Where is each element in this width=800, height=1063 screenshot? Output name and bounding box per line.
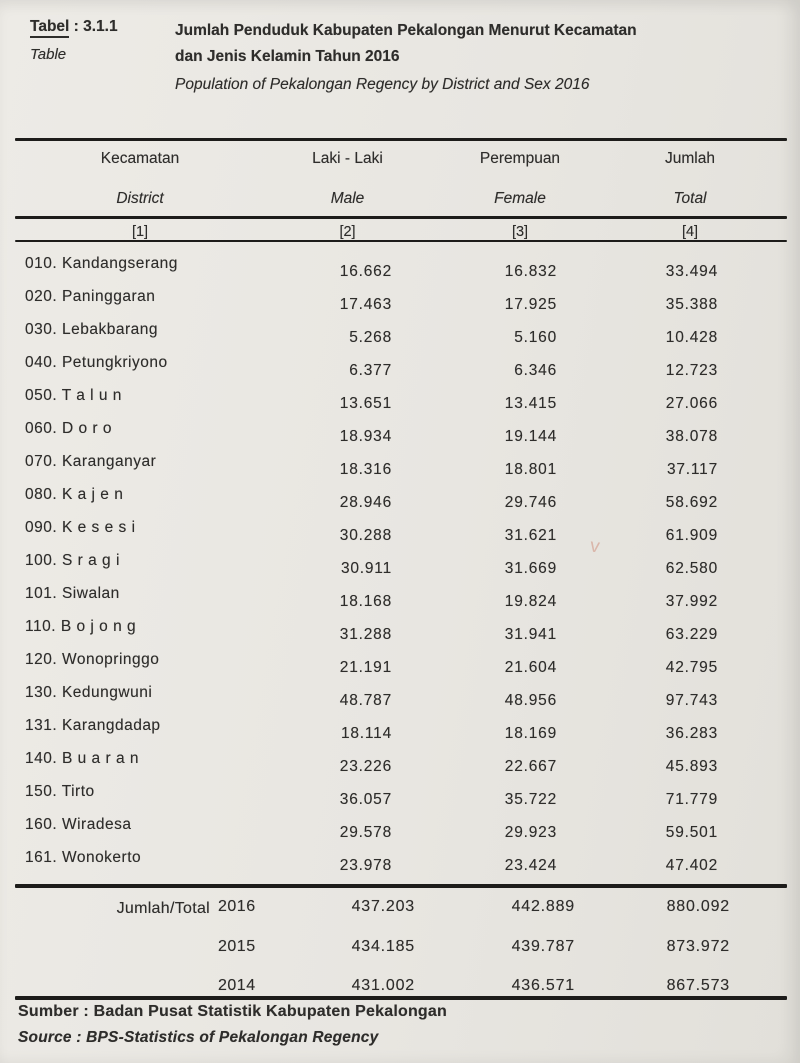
table-word-english: Table xyxy=(30,46,67,63)
female-value: 19.824 xyxy=(504,593,557,610)
total-value: 62.580 xyxy=(665,560,718,577)
total-value: 33.494 xyxy=(665,263,718,280)
total-value: 37.117 xyxy=(666,461,718,478)
female-value: 31.669 xyxy=(504,560,557,577)
column-index: [2] xyxy=(339,224,356,240)
source-line-english: Source : BPS-Statistics of Pekalongan Regency xyxy=(18,1029,379,1046)
column-header-english: District xyxy=(116,190,164,207)
district-name: 140. B u a r a n xyxy=(25,750,139,767)
male-value: 30.911 xyxy=(340,560,392,577)
totals-year-row xyxy=(15,977,787,999)
totals-year-row xyxy=(15,898,787,920)
column-header-english: Female xyxy=(494,190,546,207)
district-name: 020. Paninggaran xyxy=(25,288,156,305)
table-row xyxy=(15,782,787,815)
total-value: 38.078 xyxy=(665,428,718,445)
table-row xyxy=(15,716,787,749)
district-name: 060. D o r o xyxy=(25,420,112,437)
totals-male-value: 434.185 xyxy=(351,937,415,955)
male-value: 13.651 xyxy=(339,395,392,412)
year-label: 2015 xyxy=(218,937,256,955)
male-value: 17.463 xyxy=(339,296,392,313)
tabel-number: : 3.1.1 xyxy=(69,18,118,35)
page-title xyxy=(175,18,775,98)
column-header-indonesian: Perempuan xyxy=(479,150,561,167)
table-header xyxy=(0,148,800,243)
totals-total-value: 867.573 xyxy=(666,977,730,994)
male-value: 21.191 xyxy=(339,659,392,676)
district-name: 010. Kandangserang xyxy=(25,255,178,272)
female-value: 21.604 xyxy=(504,659,557,676)
year-label: 2014 xyxy=(218,977,256,994)
table-row xyxy=(15,815,787,848)
female-value: 31.941 xyxy=(504,626,557,643)
table-row xyxy=(15,320,787,353)
district-name: 050. T a l u n xyxy=(25,387,122,404)
male-value: 23.978 xyxy=(339,857,392,874)
total-value: 71.779 xyxy=(665,791,718,808)
female-value: 18.801 xyxy=(504,461,557,478)
totals-total-value: 873.972 xyxy=(666,937,730,955)
totals-label: Jumlah/Total xyxy=(116,900,210,917)
total-value: 45.893 xyxy=(665,758,718,775)
table-row xyxy=(15,617,787,650)
male-value: 6.377 xyxy=(349,362,392,379)
table-row xyxy=(15,452,787,485)
total-value: 36.283 xyxy=(665,725,718,742)
male-value: 30.288 xyxy=(339,527,392,544)
table-row xyxy=(15,485,787,518)
table-row xyxy=(15,287,787,320)
female-value: 17.925 xyxy=(504,296,557,313)
male-value: 18.114 xyxy=(340,725,392,742)
column-header xyxy=(440,148,600,243)
female-value: 29.746 xyxy=(504,494,557,511)
female-value: 22.667 xyxy=(504,758,557,775)
table-row xyxy=(15,254,787,287)
female-value: 48.956 xyxy=(504,692,557,709)
table-row xyxy=(15,749,787,782)
male-value: 18.934 xyxy=(339,428,392,445)
table-row xyxy=(15,353,787,386)
female-value: 31.621 xyxy=(504,527,557,544)
district-name: 101. Siwalan xyxy=(25,585,120,602)
total-value: 12.723 xyxy=(665,362,718,379)
table-rule-top xyxy=(15,138,787,141)
table-row xyxy=(15,386,787,419)
male-value: 18.316 xyxy=(339,461,392,478)
totals-male-value: 437.203 xyxy=(351,898,415,915)
table-body xyxy=(15,254,787,881)
table-rule-above-totals xyxy=(15,884,787,888)
male-value: 16.662 xyxy=(339,263,392,280)
male-value: 36.057 xyxy=(339,791,392,808)
source-line-indonesian: Sumber : Badan Pusat Statistik Kabupaten Pekalongan xyxy=(18,1003,447,1020)
table-row xyxy=(15,848,787,881)
district-name: 090. K e s e s i xyxy=(25,519,136,536)
totals-female-value: 442.889 xyxy=(511,898,575,915)
column-header xyxy=(270,148,425,243)
female-value: 29.923 xyxy=(504,824,557,841)
district-name: 160. Wiradesa xyxy=(25,816,132,833)
total-value: 61.909 xyxy=(665,527,718,544)
column-header xyxy=(610,148,770,243)
total-value: 27.066 xyxy=(665,395,718,412)
female-value: 18.169 xyxy=(504,725,557,742)
table-row xyxy=(15,683,787,716)
total-value: 47.402 xyxy=(665,857,718,874)
male-value: 5.268 xyxy=(349,329,392,346)
tabel-word: Tabel xyxy=(30,18,69,38)
title-line-1: Jumlah Penduduk Kabupaten Pekalongan Menurut Kecamatan xyxy=(175,22,637,39)
district-name: 080. K a j e n xyxy=(25,486,124,503)
column-header-english: Total xyxy=(673,190,707,207)
district-name: 100. S r a g i xyxy=(25,552,120,569)
column-header-english: Male xyxy=(330,190,365,207)
total-value: 42.795 xyxy=(665,659,718,676)
male-value: 29.578 xyxy=(339,824,392,841)
column-header-indonesian: Jumlah xyxy=(665,150,715,167)
total-value: 35.388 xyxy=(665,296,718,313)
female-value: 35.722 xyxy=(504,791,557,808)
district-name: 131. Karangdadap xyxy=(25,717,161,734)
column-header-indonesian: Kecamatan xyxy=(100,150,180,167)
district-name: 110. B o j o n g xyxy=(25,618,137,635)
table-row xyxy=(15,419,787,452)
totals-male-value: 431.002 xyxy=(351,977,415,994)
totals-section xyxy=(15,892,787,996)
total-value: 10.428 xyxy=(665,329,718,346)
male-value: 23.226 xyxy=(339,758,392,775)
table-number-label xyxy=(30,18,118,36)
table-row xyxy=(15,650,787,683)
female-value: 16.832 xyxy=(504,263,557,280)
female-value: 13.415 xyxy=(504,395,557,412)
totals-total-value: 880.092 xyxy=(666,898,730,915)
table-row xyxy=(15,551,787,584)
district-name: 030. Lebakbarang xyxy=(25,321,158,338)
table-row xyxy=(15,518,787,551)
table-row xyxy=(15,584,787,617)
district-name: 070. Karanganyar xyxy=(25,453,157,470)
district-name: 161. Wonokerto xyxy=(25,849,142,866)
total-value: 97.743 xyxy=(665,692,718,709)
male-value: 28.946 xyxy=(339,494,392,511)
male-value: 31.288 xyxy=(339,626,392,643)
column-header-indonesian: Laki - Laki xyxy=(312,150,383,167)
male-value: 18.168 xyxy=(339,593,392,610)
total-value: 37.992 xyxy=(665,593,718,610)
district-name: 040. Petungkriyono xyxy=(25,354,168,371)
column-index: [1] xyxy=(131,224,149,240)
totals-year-row xyxy=(15,938,787,960)
column-index: [4] xyxy=(681,224,699,240)
district-name: 150. Tirto xyxy=(25,783,95,800)
title-subtitle-english: Population of Pekalongan Regency by District and Sex 2016 xyxy=(175,76,590,93)
column-index: [3] xyxy=(511,224,529,240)
column-header xyxy=(15,148,265,243)
total-value: 59.501 xyxy=(665,824,718,841)
total-value: 63.229 xyxy=(665,626,718,643)
title-line-2: dan Jenis Kelamin Tahun 2016 xyxy=(175,48,400,65)
district-name: 130. Kedungwuni xyxy=(25,684,153,701)
year-label: 2016 xyxy=(218,898,256,915)
totals-female-value: 436.571 xyxy=(511,977,575,994)
female-value: 23.424 xyxy=(504,857,557,874)
district-name: 120. Wonopringgo xyxy=(25,651,160,668)
total-value: 58.692 xyxy=(665,494,718,511)
female-value: 19.144 xyxy=(504,428,557,445)
male-value: 48.787 xyxy=(339,692,392,709)
totals-female-value: 439.787 xyxy=(511,937,575,955)
female-value: 6.346 xyxy=(514,362,557,379)
scan-artifact-mark: v xyxy=(588,535,601,558)
female-value: 5.160 xyxy=(514,329,557,346)
